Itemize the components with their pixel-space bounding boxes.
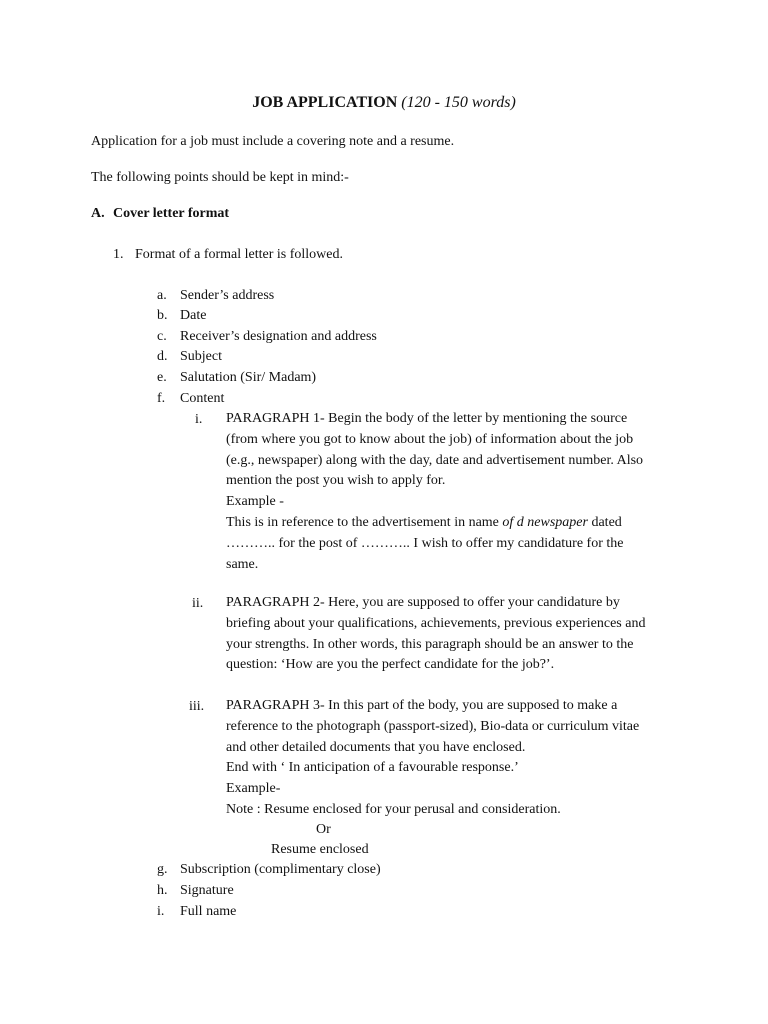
paragraph-line: (from where you got to know about the job) of information about the job: [226, 431, 634, 447]
paragraph-line: mention the post you wish to apply for.: [226, 473, 446, 489]
list-item-marker: c.: [157, 329, 167, 344]
paragraph-line: briefing about your qualifications, achievements, previous experiences and: [226, 615, 646, 631]
or-text: Or: [316, 822, 331, 837]
paragraph-line: Example-: [226, 781, 281, 797]
example-text-italic: of d newspaper: [502, 514, 588, 530]
list-item-text: Full name: [180, 904, 237, 919]
paragraph-line: ……….. for the post of ……….. I wish to offer my candidature for the: [226, 535, 624, 551]
list-item-text: Subscription (complimentary close): [180, 862, 381, 877]
example-line: [226, 513, 686, 534]
title-bold: JOB APPLICATION: [252, 94, 398, 111]
paragraph-iii-marker: iii.: [189, 699, 205, 714]
list-item-marker: e.: [157, 370, 167, 385]
list-item-marker: b.: [157, 308, 168, 323]
point-1-marker: 1.: [113, 247, 124, 262]
paragraph-line: PARAGRAPH 3- In this part of the body, you are supposed to make a: [226, 698, 618, 713]
paragraph-line: and other detailed documents that you have enclosed.: [226, 739, 526, 755]
paragraph-line: (e.g., newspaper) along with the day, date and advertisement number. Also: [226, 452, 644, 468]
intro-line-1: Application for a job must include a covering note and a resume.: [91, 134, 455, 149]
list-item-text: Sender’s address: [180, 288, 275, 303]
paragraph-line: Note : Resume enclosed for your perusal and consideration.: [226, 801, 561, 817]
paragraph-line: PARAGRAPH 2- Here, you are supposed to offer your candidature by: [226, 595, 620, 610]
list-item-text: Salutation (Sir/ Madam): [180, 370, 317, 385]
title-word-limit: (120 - 150 words): [401, 94, 516, 111]
list-item-marker: g.: [157, 862, 168, 877]
example-text-pre: This is in reference to the advertisement in name: [226, 514, 503, 530]
paragraph-2-block: [226, 593, 686, 676]
paragraph-line: same.: [226, 556, 259, 572]
list-item-text: Receiver’s designation and address: [180, 329, 377, 344]
paragraph-line: your strengths. In other words, this paragraph should be an answer to the: [226, 636, 634, 652]
page-title: [0, 94, 768, 112]
example-text-post: dated: [587, 514, 622, 530]
paragraph-ii-marker: ii.: [192, 596, 204, 611]
section-a-heading: Cover letter format: [113, 206, 230, 221]
paragraph-i-marker: i.: [195, 412, 203, 427]
list-item-text: Content: [180, 391, 225, 406]
section-a-marker: A.: [91, 206, 105, 221]
paragraph-line: PARAGRAPH 1- Begin the body of the letter by mentioning the source: [226, 411, 628, 426]
list-item-marker: f.: [157, 391, 166, 406]
list-item-marker: h.: [157, 883, 168, 898]
paragraph-1-block: [226, 409, 686, 575]
paragraph-line: question: ‘How are you the perfect candidate for the job?’.: [226, 657, 555, 673]
paragraph-line: End with ‘ In anticipation of a favourable response.’: [226, 760, 519, 776]
list-item-text: Date: [180, 308, 207, 323]
list-item-marker: i.: [157, 904, 165, 919]
paragraph-line: reference to the photograph (passport-sized), Bio-data or curriculum vitae: [226, 718, 640, 734]
list-item-marker: a.: [157, 288, 167, 303]
list-item-text: Subject: [180, 349, 222, 364]
intro-line-2: The following points should be kept in mind:-: [91, 170, 349, 185]
point-1-text: Format of a formal letter is followed.: [135, 247, 343, 262]
resume-enclosed-text: Resume enclosed: [271, 842, 369, 857]
paragraph-3-block: [226, 696, 686, 821]
paragraph-line: Example -: [226, 494, 284, 510]
list-item-text: Signature: [180, 883, 234, 898]
list-item-marker: d.: [157, 349, 168, 364]
